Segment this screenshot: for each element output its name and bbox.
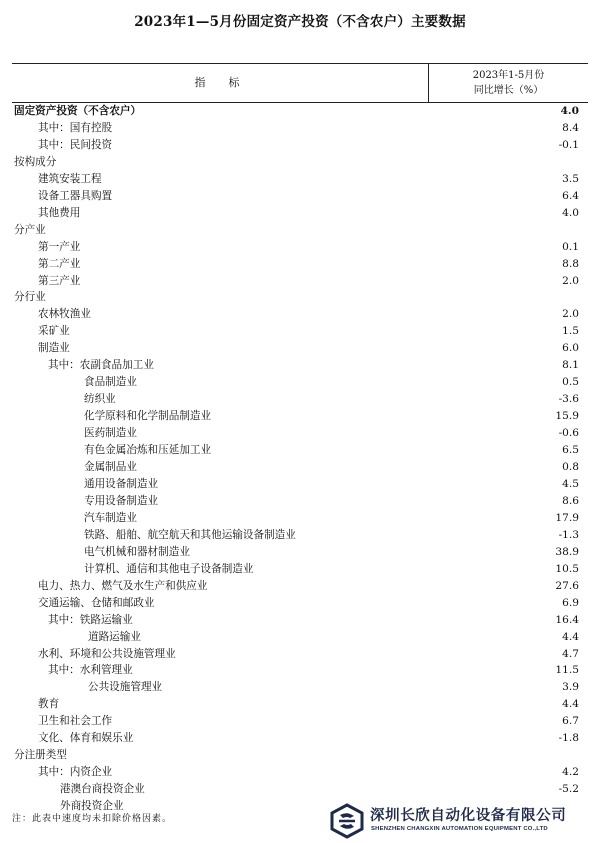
row-value: 8.6 — [562, 494, 579, 507]
table-row — [12, 764, 588, 781]
row-value: -0.6 — [558, 427, 579, 440]
row-value: 8.8 — [562, 257, 579, 270]
row-value: 38.9 — [555, 545, 579, 558]
table-row — [12, 256, 588, 273]
table-row — [12, 408, 588, 425]
row-label: 第一产业 — [38, 240, 81, 253]
row-value: 3.9 — [562, 681, 579, 694]
row-value: 0.5 — [562, 376, 579, 389]
row-label: 公共设施管理业 — [88, 681, 163, 694]
row-value: 15.9 — [555, 410, 579, 423]
table-row — [12, 188, 588, 205]
table-row — [12, 476, 588, 493]
table-row — [12, 357, 588, 374]
row-label: 外商投资企业 — [60, 800, 124, 813]
table-row — [12, 323, 588, 340]
row-value: 6.5 — [562, 444, 579, 457]
row-label: 有色金属冶炼和压延加工业 — [84, 444, 212, 457]
row-label: 农林牧渔业 — [38, 308, 91, 321]
table-row — [12, 442, 588, 459]
row-label: 化学原料和化学制品制造业 — [84, 410, 212, 423]
row-value: 4.0 — [562, 206, 579, 219]
table-row — [12, 222, 588, 239]
header-value-unit: 同比增长（%） — [473, 85, 544, 96]
row-value: 4.0 — [560, 105, 579, 117]
table-row — [12, 171, 588, 188]
header-value-period: 2023年1-5月份 — [472, 70, 545, 81]
row-label: 分行业 — [14, 291, 46, 304]
table-row — [12, 340, 588, 357]
row-label: 其中：农副食品加工业 — [48, 359, 154, 372]
row-label: 采矿业 — [38, 325, 70, 338]
table-row — [12, 154, 588, 171]
row-value: 1.5 — [562, 325, 579, 338]
company-name-en: SHENZHEN CHANGXIN AUTOMATION EQUIPMENT CO.,LTD — [371, 826, 548, 832]
table-body — [12, 103, 588, 815]
row-value: 17.9 — [555, 511, 579, 524]
table-row — [12, 578, 588, 595]
row-label: 制造业 — [38, 342, 70, 355]
table-row — [12, 374, 588, 391]
table-row — [12, 273, 588, 290]
table-row — [12, 425, 588, 442]
row-value: 4.4 — [562, 698, 579, 711]
row-value: 0.8 — [562, 461, 579, 474]
table-row — [12, 679, 588, 696]
table-row — [12, 459, 588, 476]
row-value: 4.7 — [562, 647, 579, 660]
row-value: 11.5 — [555, 664, 579, 677]
row-label: 港澳台商投资企业 — [60, 783, 145, 796]
table-row — [12, 595, 588, 612]
row-value: 10.5 — [555, 562, 579, 575]
row-value: -1.8 — [558, 732, 579, 745]
row-value: 4.2 — [562, 766, 579, 779]
row-value: -5.2 — [558, 783, 579, 796]
row-label: 文化、体育和娱乐业 — [38, 732, 134, 745]
row-value: 6.4 — [562, 189, 579, 202]
table-row — [12, 527, 588, 544]
row-label: 建筑安装工程 — [38, 172, 102, 185]
table-row — [12, 103, 588, 120]
row-value: 27.6 — [555, 579, 579, 592]
data-table — [12, 63, 588, 815]
row-value: 2.0 — [562, 308, 579, 321]
page-title: 2023年1—5月份固定资产投资（不含农户）主要数据 — [134, 14, 466, 30]
row-label: 按构成分 — [14, 155, 57, 168]
table-row — [12, 391, 588, 408]
row-value: 8.4 — [562, 121, 579, 134]
table-header — [12, 64, 588, 103]
row-value: -3.6 — [558, 393, 579, 406]
row-label: 计算机、通信和其他电子设备制造业 — [84, 562, 254, 575]
row-label: 第二产业 — [38, 257, 81, 270]
company-name-cn: 深圳长欣自动化设备有限公司 — [370, 808, 567, 824]
row-value: -0.1 — [558, 138, 579, 151]
table-row — [12, 544, 588, 561]
table-row — [12, 493, 588, 510]
row-label: 教育 — [38, 698, 60, 711]
table-row — [12, 612, 588, 629]
table-row — [12, 747, 588, 764]
row-label: 其中：内资企业 — [38, 766, 113, 779]
table-row — [12, 662, 588, 679]
row-label: 铁路、船舶、航空航天和其他运输设备制造业 — [84, 528, 296, 541]
row-label: 分注册类型 — [14, 749, 67, 762]
row-value: -1.3 — [558, 528, 579, 541]
row-label: 其中：铁路运输业 — [48, 613, 133, 626]
row-label: 纺织业 — [84, 393, 116, 406]
row-label: 交通运输、仓储和邮政业 — [38, 596, 155, 609]
table-row — [12, 289, 588, 306]
table-row — [12, 781, 588, 798]
row-label: 设备工器具购置 — [38, 189, 113, 202]
table-row — [12, 713, 588, 730]
table-row — [12, 730, 588, 747]
row-label: 医药制造业 — [84, 427, 137, 440]
row-label: 道路运输业 — [88, 630, 141, 643]
row-value: 3.5 — [562, 172, 579, 185]
table-row — [12, 510, 588, 527]
table-row — [12, 306, 588, 323]
table-row — [12, 629, 588, 646]
table-row — [12, 239, 588, 256]
row-value: 6.9 — [562, 596, 579, 609]
row-label: 水利、环境和公共设施管理业 — [38, 647, 176, 660]
row-value: 16.4 — [555, 613, 579, 626]
footnote: 注：此表中速度均未扣除价格因素。 — [12, 814, 173, 824]
row-value: 2.0 — [562, 274, 579, 287]
row-label: 汽车制造业 — [84, 511, 137, 524]
table-row — [12, 120, 588, 137]
row-label: 其中：国有控股 — [38, 121, 113, 134]
row-label: 第三产业 — [38, 274, 81, 287]
company-watermark — [328, 801, 596, 841]
row-label: 通用设备制造业 — [84, 477, 159, 490]
table-row — [12, 205, 588, 222]
company-logo-icon — [328, 803, 366, 839]
row-value: 6.7 — [562, 715, 579, 728]
row-value: 8.1 — [562, 359, 579, 372]
row-label: 固定资产投资（不含农户） — [14, 105, 142, 117]
row-label: 电力、热力、燃气及水生产和供应业 — [38, 579, 208, 592]
table-row — [12, 696, 588, 713]
row-label: 其中：民间投资 — [38, 138, 113, 151]
row-label: 金属制品业 — [84, 461, 137, 474]
row-label: 其他费用 — [38, 206, 81, 219]
row-value: 4.4 — [562, 630, 579, 643]
table-row — [12, 561, 588, 578]
row-label: 食品制造业 — [84, 376, 137, 389]
row-value: 6.0 — [562, 342, 579, 355]
row-label: 其中：水利管理业 — [48, 664, 133, 677]
row-label: 专用设备制造业 — [84, 494, 159, 507]
table-row — [12, 646, 588, 663]
table-row — [12, 137, 588, 154]
row-label: 分产业 — [14, 223, 46, 236]
row-label: 电气机械和器材制造业 — [84, 545, 190, 558]
header-indicator: 指 标 — [194, 76, 246, 89]
row-value: 0.1 — [562, 240, 579, 253]
header-value — [428, 64, 588, 102]
row-value: 4.5 — [562, 477, 579, 490]
row-label: 卫生和社会工作 — [38, 715, 113, 728]
